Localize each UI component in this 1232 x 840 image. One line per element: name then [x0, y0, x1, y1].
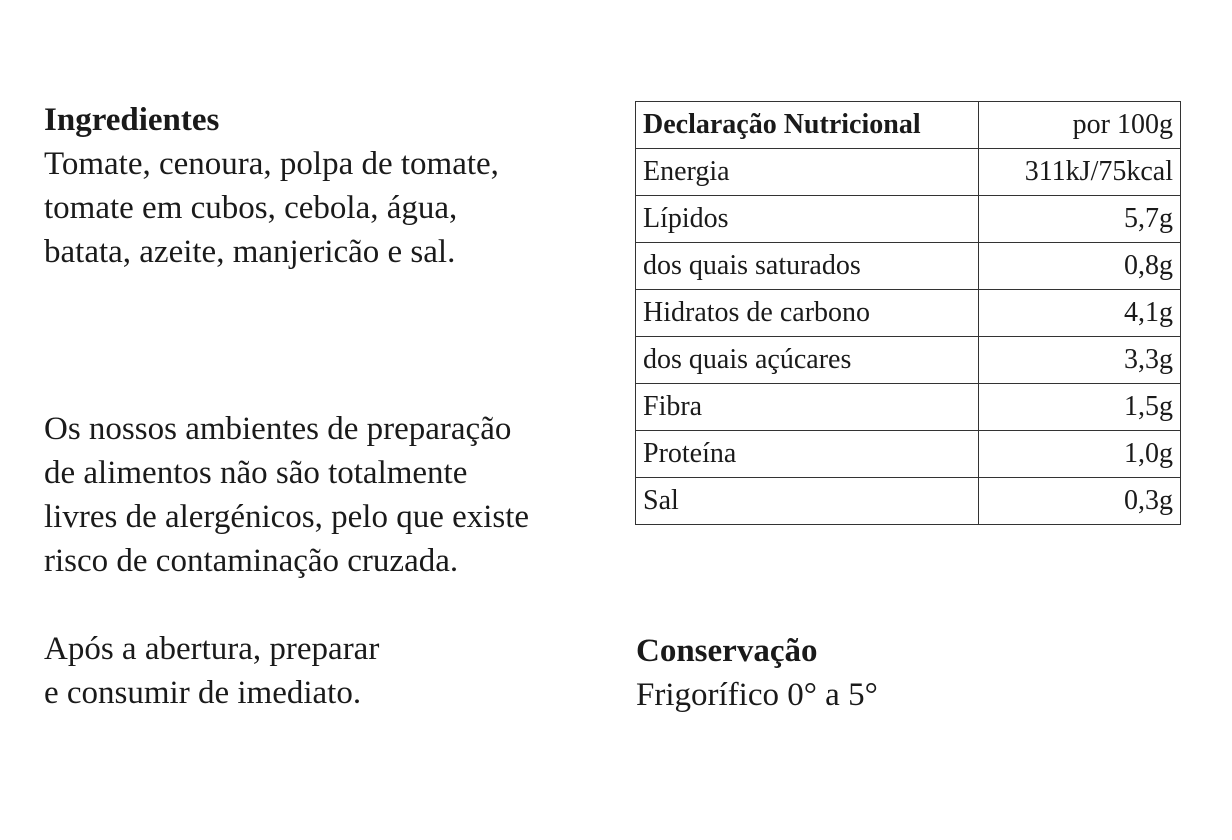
nutrition-row	[636, 243, 1181, 290]
nutrient-value: 0,3g	[979, 478, 1181, 525]
allergen-notice-line: de alimentos não são totalmente	[44, 455, 468, 491]
nutrient-label: Proteína	[636, 431, 979, 478]
nutrition-per-unit: por 100g	[979, 102, 1181, 149]
nutrition-row	[636, 149, 1181, 196]
nutrient-value: 1,5g	[979, 384, 1181, 431]
nutrient-value: 4,1g	[979, 290, 1181, 337]
nutrient-label: Sal	[636, 478, 979, 525]
nutrition-header: Declaração Nutricional	[636, 102, 979, 149]
nutrition-row	[636, 478, 1181, 525]
allergen-notice-line: risco de contaminação cruzada.	[44, 543, 459, 579]
nutrient-value: 311kJ/75kcal	[979, 149, 1181, 196]
nutrient-value: 0,8g	[979, 243, 1181, 290]
nutrient-label: Energia	[636, 149, 979, 196]
nutrition-header-row	[636, 102, 1181, 149]
conservation-section	[636, 629, 878, 717]
opening-notice-line: e consumir de imediato.	[44, 675, 362, 711]
conservation-heading: Conservação	[636, 633, 818, 669]
nutrient-value: 5,7g	[979, 196, 1181, 243]
ingredients-line: batata, azeite, manjericão e sal.	[44, 234, 456, 270]
ingredients-section	[44, 98, 499, 274]
nutrition-row	[636, 290, 1181, 337]
nutrition-row	[636, 384, 1181, 431]
conservation-text: Frigorífico 0° a 5°	[636, 677, 878, 713]
ingredients-line: tomate em cubos, cebola, água,	[44, 190, 458, 226]
nutrient-label: Lípidos	[636, 196, 979, 243]
ingredients-heading: Ingredientes	[44, 102, 220, 138]
nutrient-label: Fibra	[636, 384, 979, 431]
nutrient-value: 3,3g	[979, 337, 1181, 384]
allergen-notice-line: livres de alergénicos, pelo que existe	[44, 499, 530, 535]
nutrient-value: 1,0g	[979, 431, 1181, 478]
nutrient-label: dos quais saturados	[636, 243, 979, 290]
nutrient-label: dos quais açúcares	[636, 337, 979, 384]
allergen-notice-line: Os nossos ambientes de preparação	[44, 411, 512, 447]
nutrition-row	[636, 337, 1181, 384]
nutrient-label: Hidratos de carbono	[636, 290, 979, 337]
ingredients-line: Tomate, cenoura, polpa de tomate,	[44, 146, 499, 182]
nutrition-row	[636, 431, 1181, 478]
nutrition-row	[636, 196, 1181, 243]
allergen-notice	[44, 407, 529, 583]
opening-notice	[44, 627, 379, 715]
nutrition-table	[635, 101, 1181, 525]
opening-notice-line: Após a abertura, preparar	[44, 631, 380, 667]
